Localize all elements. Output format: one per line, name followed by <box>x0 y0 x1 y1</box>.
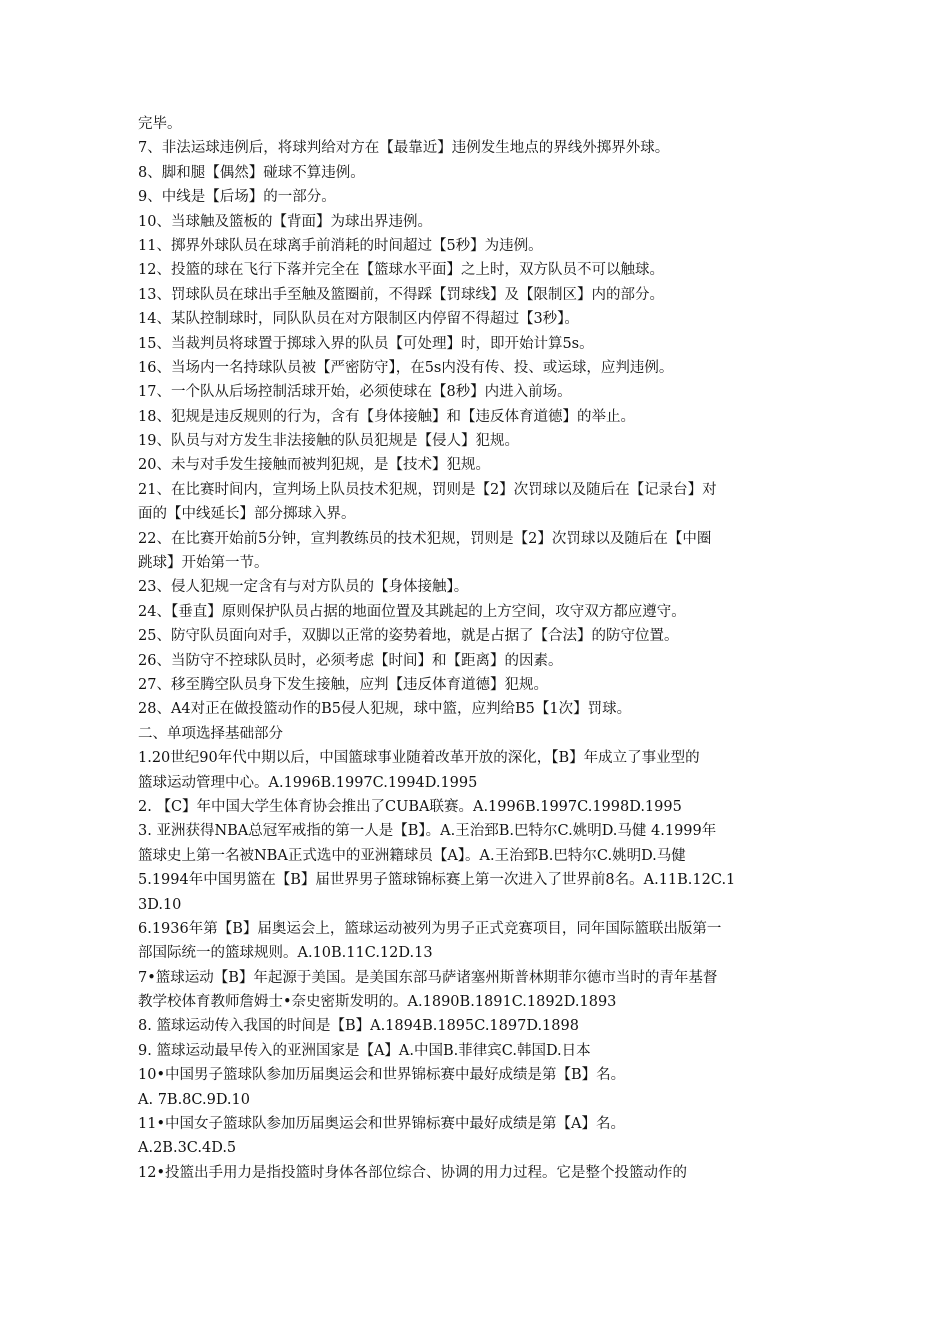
text-line: 28、A4对正在做投篮动作的B5侵人犯规，球中篮，应判给B5【1次】罚球。 <box>138 701 632 718</box>
text-line: 14、某队控制球时，同队队员在对方限制区内停留不得超过【3秒】。 <box>138 311 579 328</box>
text-line: 24、【垂直】原则保护队员占据的地面位置及其跳起的上方空间，攻守双方都应遵守。 <box>138 603 686 620</box>
text-line: A.2B.3C.4D.5 <box>138 1140 237 1157</box>
text-line: 25、防守队员面向对手，双脚以正常的姿势着地，就是占据了【合法】的防守位置。 <box>138 628 679 645</box>
text-line: A. 7B.8C.9D.10 <box>138 1091 250 1108</box>
text-line: 2. 【C】年中国大学生体育协会推出了CUBA联赛。A.1996B.1997C.1998D.1995 <box>138 798 682 815</box>
text-line: 21、在比赛时间内，宣判场上队员技术犯规，罚则是【2】次罚球以及随后在【记录台】对 <box>138 481 717 498</box>
text-line: 27、移至腾空队员身下发生接触，应判【违反体育道德】犯规。 <box>138 676 548 693</box>
text-line: 1.20世纪90年代中期以后，中国篮球事业随着改革开放的深化，【B】年成立了事业型的 <box>138 750 700 767</box>
text-line: 5.1994年中国男篮在【B】届世界男子篮球锦标赛上第一次进入了世界前8名。A.11B.12C.1 <box>138 872 736 889</box>
text-line: 10•中国男子篮球队参加历届奥运会和世界锦标赛中最好成绩是第【B】名。 <box>138 1067 626 1084</box>
text-line: 9、中线是【后场】的一部分。 <box>138 189 336 206</box>
text-line: 15、当裁判员将球置于掷球入界的队员【可处理】时，即开始计算5s。 <box>138 335 594 352</box>
text-line: 17、一个队从后场控制活球开始，必须使球在【8秒】内进入前场。 <box>138 384 572 401</box>
text-line: 6.1936年第【B】届奥运会上，篮球运动被列为男子正式竞赛项目，同年国际篮联出版第一 <box>138 920 722 937</box>
text-line: 7•篮球运动【B】年起源于美国。是美国东部马萨诸塞州斯普林期菲尔德市当时的青年基督 <box>138 969 718 986</box>
text-line: 3D.10 <box>138 896 182 913</box>
text-line: 11•中国女子篮球队参加历届奥运会和世界锦标赛中最好成绩是第【A】名。 <box>138 1116 625 1133</box>
text-line: 16、当场内一名持球队员被【严密防守】，在5s内没有传、投、或运球，应判违例。 <box>138 359 674 376</box>
text-line: 7、非法运球违例后，将球判给对方在【最靠近】违例发生地点的界线外掷界外球。 <box>138 140 670 157</box>
text-line: 教学校体育教师詹姆士•奈史密斯发明的。A.1890B.1891C.1892D.1893 <box>138 994 617 1011</box>
text-line: 19、队员与对方发生非法接触的队员犯规是【侵人】犯规。 <box>138 433 519 450</box>
text-line: 18、犯规是违反规则的行为，含有【身体接触】和【违反体育道德】的举止。 <box>138 408 635 425</box>
text-line: 10、当球触及篮板的【背面】为球出界违例。 <box>138 213 432 230</box>
text-line: 面的【中线延长】部分掷球入界。 <box>138 506 356 523</box>
text-line: 20、未与对手发生接触而被判犯规，是【技术】犯规。 <box>138 457 490 474</box>
text-line: 跳球】开始第一节。 <box>138 555 269 572</box>
text-line: 8、脚和腿【偶然】碰球不算违例。 <box>138 164 365 181</box>
text-line: 9. 篮球运动最早传入的亚洲国家是【A】A.中国B.菲律宾C.韩国D.日本 <box>138 1042 591 1059</box>
text-line: 篮球史上第一名被NBA正式选中的亚洲籍球员【A】。A.王治郅B.巴特尔C.姚明D.马健 <box>138 847 686 864</box>
text-line: 22、在比赛开始前5分钟，宣判教练员的技术犯规，罚则是【2】次罚球以及随后在【中圈 <box>138 530 712 547</box>
text-line: 26、当防守不控球队员时，必须考虑【时间】和【距离】的因素。 <box>138 652 563 669</box>
text-line: 完毕。 <box>138 116 182 132</box>
text-line: 12、投篮的球在飞行下落并完全在【篮球水平面】之上时，双方队员不可以触球。 <box>138 262 664 279</box>
text-line: 篮球运动管理中心。A.1996B.1997C.1994D.1995 <box>138 774 478 791</box>
text-line: 11、掷界外球队员在球离手前消耗的时间超过【5秒】为违例。 <box>138 237 543 254</box>
document-body <box>138 112 818 1185</box>
text-line: 12•投篮出手用力是指投篮时身体各部位综合、协调的用力过程。它是整个投篮动作的 <box>138 1164 688 1181</box>
text-line: 3. 亚洲获得NBA总冠军戒指的第一人是【B】。A.王治郅B.巴特尔C.姚明D.马健 4.1999年 <box>138 823 717 840</box>
text-line: 二、单项选择基础部分 <box>138 725 283 742</box>
text-line: 23、侵人犯规一定含有与对方队员的【身体接触】。 <box>138 579 469 596</box>
text-line: 8. 篮球运动传入我国的时间是【B】A.1894B.1895C.1897D.1898 <box>138 1018 579 1035</box>
text-line: 部国际统一的篮球规则。A.10B.11C.12D.13 <box>138 945 433 962</box>
text-line: 13、罚球队员在球出手至触及篮圈前，不得踩【罚球线】及【限制区】内的部分。 <box>138 286 664 303</box>
